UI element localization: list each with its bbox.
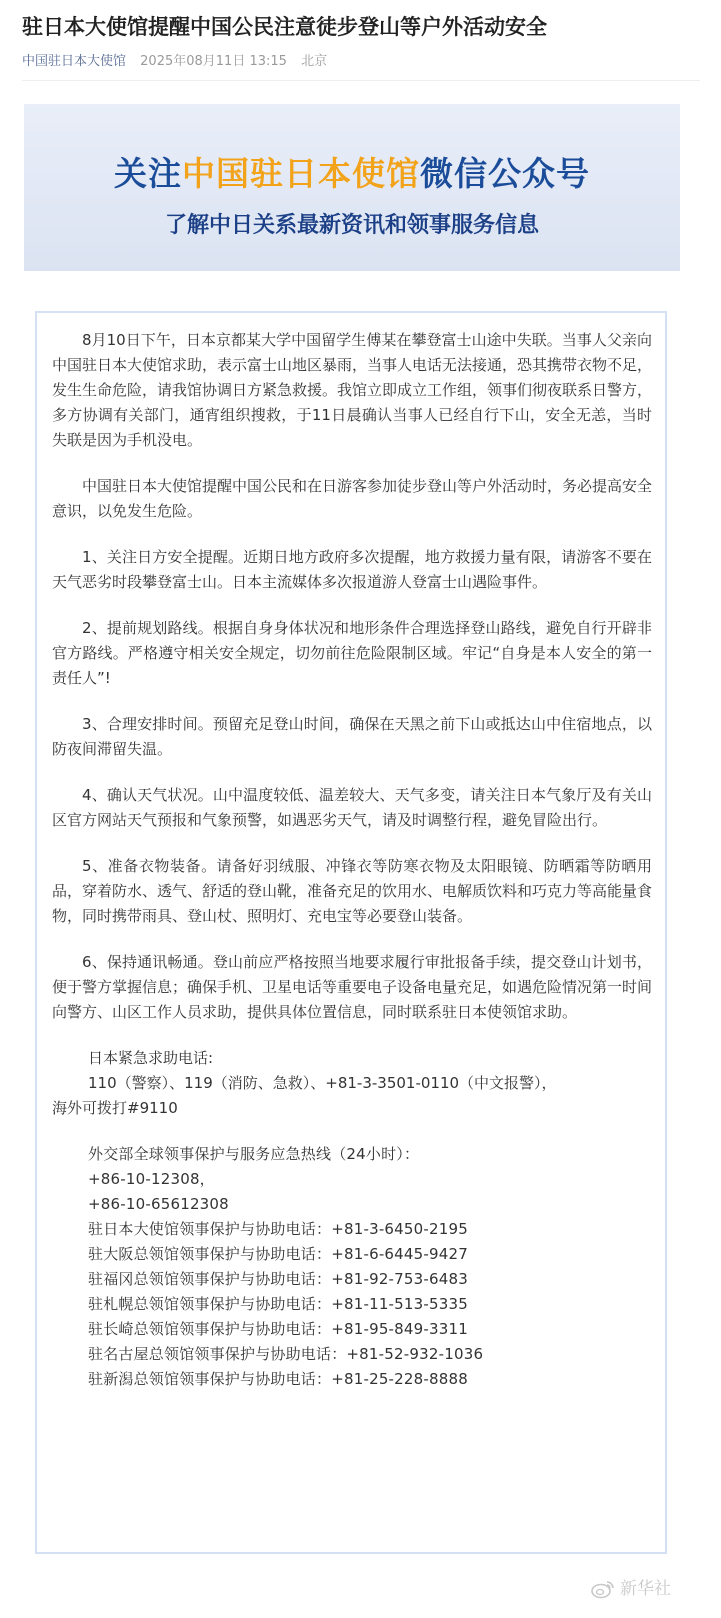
hotline-item: 驻福冈总领馆领事保护与协助电话：+81-92-753-6483 <box>88 1270 468 1288</box>
watermark-text: 新华社 <box>620 1579 671 1599</box>
banner-headline-highlight: 中国驻日本使馆 <box>182 154 420 193</box>
paragraph: 4、确认天气状况。山中温度较低、温差较大、天气多变，请关注日本气象厅及有关山区官方网站天气预报和气象预警，如遇恶劣天气，请及时调整行程，避免冒险出行。 <box>52 786 652 829</box>
header-divider <box>22 80 700 81</box>
hotline-item: +86-10-12308， <box>88 1170 215 1188</box>
banner-subtitle: 了解中日关系最新资讯和领事服务信息 <box>164 212 539 238</box>
hotline-item: +86-10-65612308 <box>88 1195 229 1213</box>
hotline-item: 驻大阪总领馆领事保护与协助电话：+81-6-6445-9427 <box>88 1245 468 1263</box>
hotline-item: 驻日本大使馆领事保护与协助电话：+81-3-6450-2195 <box>88 1220 468 1238</box>
article-title: 驻日本大使馆提醒中国公民注意徒步登山等户外活动安全 <box>22 15 547 39</box>
paragraph: 6、保持通讯畅通。登山前应严格按照当地要求履行审批报备手续，提交登山计划书，便于警方掌握信息；确保手机、卫星电话等重要电子设备电量充足，如遇危险情况第一时间向警方、山区工作人员求助，提供具体位置信息，同时联系驻日本使领馆求助。 <box>52 953 653 1021</box>
banner-headline <box>24 152 680 196</box>
wechat-follow-banner[interactable] <box>24 104 680 271</box>
source-link[interactable]: 中国驻日本大使馆 <box>22 54 127 69</box>
hotline-item: 驻札幌总领馆领事保护与协助电话：+81-11-513-5335 <box>88 1295 468 1313</box>
emergency-overseas: 海外可拨打#9110 <box>52 1099 178 1117</box>
banner-headline-prefix: 关注 <box>114 154 182 193</box>
paragraph: 3、合理安排时间。预留充足登山时间，确保在天黑之前下山或抵达山中住宿地点，以防夜间滞留失温。 <box>52 715 652 758</box>
publish-time: 2025年08月11日 13:15 <box>140 54 287 69</box>
publish-location: 北京 <box>301 54 328 69</box>
watermark <box>590 1577 671 1601</box>
emergency-numbers: 110（警察）、119（消防、急救）、+81-3-3501-0110（中文报警）， <box>88 1074 557 1092</box>
hotline-item: 驻长崎总领馆领事保护与协助电话：+81-95-849-3311 <box>88 1320 468 1338</box>
hotline-item: 驻新潟总领馆领事保护与协助电话：+81-25-228-8888 <box>88 1370 468 1388</box>
hotline-item: 驻名古屋总领馆领事保护与协助电话：+81-52-932-1036 <box>88 1345 484 1363</box>
paragraph: 8月10日下午，日本京都某大学中国留学生傅某在攀登富士山途中失联。当事人父亲向中国驻日本大使馆求助，表示富士山地区暴雨，当事人电话无法接通，恐其携带衣物不足，发生生命危险，请我馆协调日方紧急救援。我馆立即成立工作组，领事们彻夜联系日警方，多方协调有关部门，通宵组织搜救，于11日晨确认当事人已经自行下山，安全无恙，当时失联是因为手机没电。 <box>52 331 653 449</box>
hotline-list <box>52 1142 652 1392</box>
paragraph: 2、提前规划路线。根据自身身体状况和地形条件合理选择登山路线，避免自行开辟非官方路线。严格遵守相关安全规定，切勿前往危险限制区域。牢记“自身是本人安全的第一责任人”! <box>52 619 652 687</box>
paragraph: 5、准备衣物装备。请备好羽绒服、冲锋衣等防寒衣物及太阳眼镜、防晒霜等防晒用品，穿着防水、透气、舒适的登山靴，准备充足的饮用水、电解质饮料和巧克力等高能量食物，同时携带雨具、登山杖、照明灯、充电宝等必要登山装备。 <box>52 857 653 925</box>
emergency-label: 日本紧急求助电话: <box>88 1049 214 1067</box>
banner-headline-suffix: 微信公众号 <box>420 154 590 193</box>
paragraph: 1、关注日方安全提醒。近期日地方政府多次提醒，地方救援力量有限，请游客不要在天气恶劣时段攀登富士山。日本主流媒体多次报道游人登富士山遇险事件。 <box>52 548 652 591</box>
hotline-item: 外交部全球领事保护与服务应急热线（24小时）： <box>88 1145 420 1163</box>
weibo-icon <box>590 1579 616 1599</box>
paragraph: 中国驻日本大使馆提醒中国公民和在日游客参加徒步登山等户外活动时，务必提高安全意识，以免发生危险。 <box>52 477 653 520</box>
emergency-contacts <box>52 1046 652 1121</box>
article-meta <box>22 52 327 72</box>
notice-content <box>52 328 652 1392</box>
